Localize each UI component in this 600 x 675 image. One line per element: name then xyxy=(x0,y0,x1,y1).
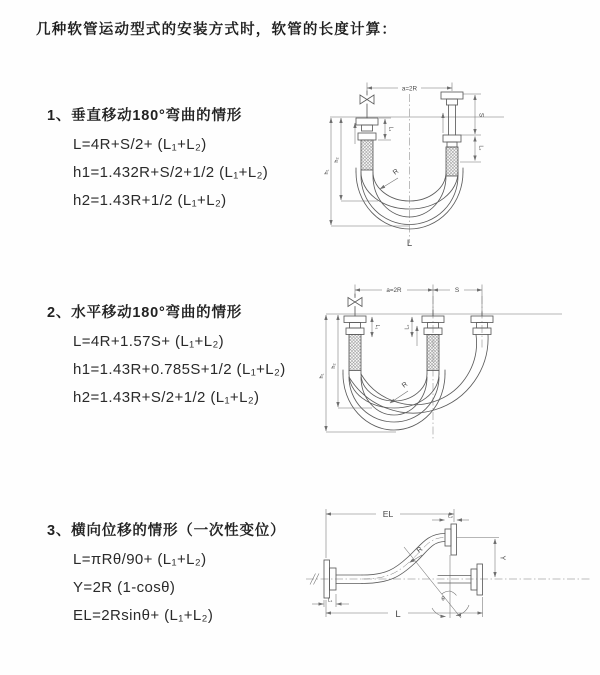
dim-label-s: S xyxy=(477,112,485,118)
section-lateral-displacement xyxy=(47,519,285,630)
radius-label: R xyxy=(400,380,410,390)
diagram-horizontal-180-bend xyxy=(312,276,600,458)
left-flange xyxy=(344,316,366,323)
hose-wall-upper xyxy=(362,534,445,576)
section-vertical-movement xyxy=(47,104,268,215)
formula-line: EL=2Rsinθ+ (L₁+L₂) xyxy=(73,607,214,624)
formula-line: h1=1.43R+0.785S+1/2 (L₁+L₂) xyxy=(73,361,286,378)
dim-label-s: S xyxy=(454,287,460,295)
left-flange xyxy=(356,118,378,125)
dim-label-l1: L₁ xyxy=(387,126,394,132)
centerlines xyxy=(306,538,592,580)
dim-label-el: EL xyxy=(382,508,394,519)
formula-line: L=πRθ/90+ (L₁+L₂) xyxy=(73,551,207,568)
dim-label-l2: L₂ xyxy=(448,513,453,520)
upper-flange-plate xyxy=(451,524,457,555)
formula-line: Y=2R (1-cosθ) xyxy=(73,579,176,596)
section-1-formulas xyxy=(47,131,268,215)
diagram-lateral-displacement xyxy=(298,496,600,646)
dim-label-h1: h₁ xyxy=(319,373,325,379)
pipe-and-hose-art xyxy=(343,294,493,430)
dim-label-h2: h₂ xyxy=(331,363,337,369)
dim-label-a2r: a=2R xyxy=(401,85,418,93)
dimension-lines xyxy=(310,509,499,618)
dim-label-l2: L₂ xyxy=(477,145,484,151)
pipe-and-hose-art xyxy=(324,524,483,598)
centerlines xyxy=(433,296,482,441)
formula-line: L=4R+S/2+ (L₁+L₂) xyxy=(73,136,207,153)
dim-label-y: Y xyxy=(498,555,506,561)
displaced-hose-outer xyxy=(349,335,488,414)
formula-line: h2=1.43R+S/2+1/2 (L₁+L₂) xyxy=(73,389,260,406)
dim-label-l1: L₁ xyxy=(374,324,380,330)
valve-icon xyxy=(348,298,362,307)
radius-label: R xyxy=(415,545,425,555)
length-label: L xyxy=(406,238,413,249)
length-label: L xyxy=(395,608,401,620)
dim-label-l2: L₂ xyxy=(404,324,411,330)
section-2-heading: 2、水平移动180°弯曲的情形 xyxy=(47,305,243,321)
dim-label-l1: L₁ xyxy=(327,597,333,604)
section-horizontal-movement xyxy=(47,301,286,412)
right-flange-upper xyxy=(441,92,463,99)
left-braided-hose xyxy=(349,335,361,371)
right-braided-hose xyxy=(446,147,458,176)
ghost-flange-plate xyxy=(477,564,483,595)
dim-label-a2r: a=2R xyxy=(386,287,402,295)
radius-label: R xyxy=(391,167,401,177)
middle-braided-hose xyxy=(427,335,439,371)
dim-label-h2: h₂ xyxy=(334,157,340,163)
dim-label-h1: h₁ xyxy=(324,169,330,175)
section-3-formulas xyxy=(47,546,285,630)
hose-wall-lower xyxy=(362,542,445,584)
section-1-heading: 1、垂直移动180°弯曲的情形 xyxy=(47,108,243,124)
right-union-nut xyxy=(443,135,461,142)
valve-icon xyxy=(360,95,374,104)
formula-line: h2=1.43R+1/2 (L₁+L₂) xyxy=(73,192,227,209)
dimension-lines xyxy=(330,83,504,227)
left-braided-hose xyxy=(361,140,373,170)
displaced-hose-inner xyxy=(361,335,477,405)
section-3-heading: 3、横向位移的情形（一次性变位） xyxy=(47,523,286,539)
angle-theta-label: θ xyxy=(441,596,445,603)
angle-radius-line xyxy=(404,547,461,618)
formula-line: L=4R+1.57S+ (L₁+L₂) xyxy=(73,333,225,350)
section-2-formulas xyxy=(47,328,286,412)
diagram-vertical-180-bend xyxy=(312,72,600,262)
formula-line: h1=1.432R+S/2+1/2 (L₁+L₂) xyxy=(73,164,269,181)
page-title: 几种软管运动型式的安装方式时，软管的长度计算： xyxy=(36,22,398,38)
